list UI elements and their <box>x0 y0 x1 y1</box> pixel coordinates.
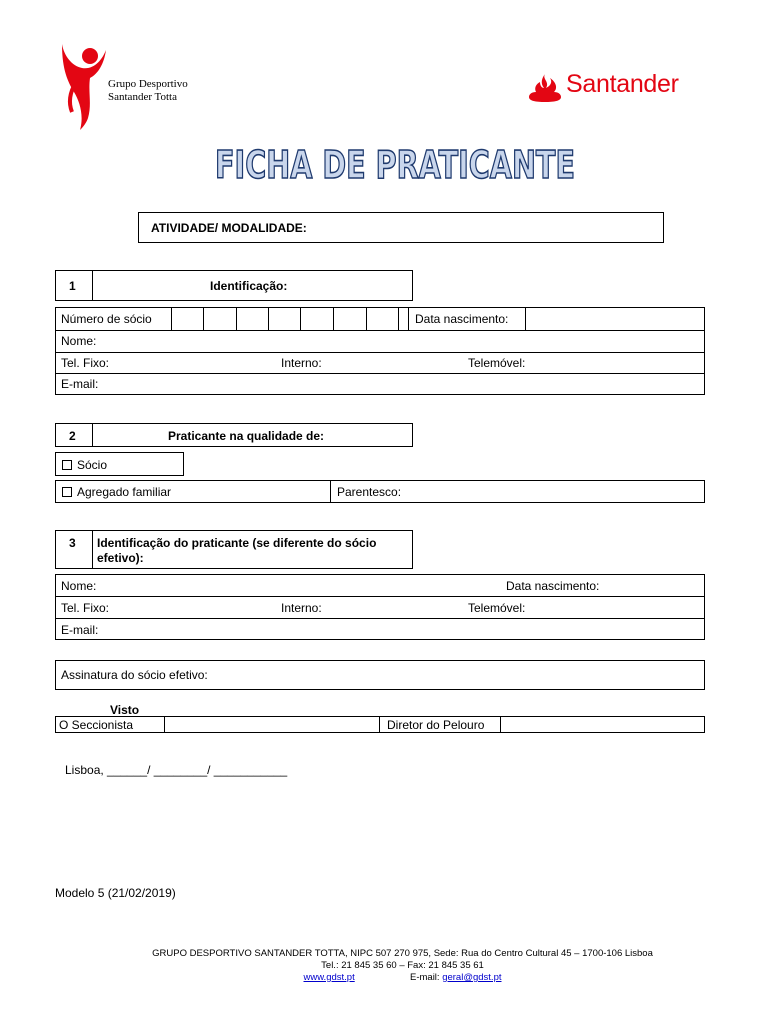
section2-title: Praticante na qualidade de: <box>168 429 325 443</box>
footer-email-label: E-mail: <box>410 972 440 983</box>
santander-logo <box>528 70 698 104</box>
director-label: Diretor do Pelouro <box>387 718 485 732</box>
s3-internal-label: Interno: <box>281 601 322 615</box>
sectionist-label: O Seccionista <box>59 718 134 732</box>
section3-title-line1: Identificação do praticante (se diferente do sócio <box>97 536 377 550</box>
footer-contacts: Tel.: 21 845 35 60 – Fax: 21 845 35 61 <box>321 960 484 971</box>
option-member-label: Sócio <box>77 458 108 472</box>
phone-label: Tel. Fixo: <box>61 356 110 370</box>
sectionist-signature-field[interactable] <box>165 717 378 732</box>
gdst-runner-icon <box>58 42 110 132</box>
option-family-row <box>55 480 705 503</box>
gdst-logo-line2: Santander Totta <box>108 91 177 103</box>
place-date-line[interactable]: Lisboa, ______/ ________/ ___________ <box>65 763 288 777</box>
section3-table <box>55 574 705 640</box>
gdst-logo-line1: Grupo Desportivo <box>108 78 188 90</box>
form-title-graphic <box>205 138 585 188</box>
internal-label: Interno: <box>281 356 322 370</box>
section1-number: 1 <box>69 279 76 293</box>
email-label: E-mail: <box>61 377 99 391</box>
director-signature-field[interactable] <box>501 717 704 732</box>
activity-label: ATIVIDADE/ MODALIDADE: <box>151 221 307 235</box>
s3-email-label: E-mail: <box>61 623 99 637</box>
section1-title: Identificação: <box>210 279 288 293</box>
signature-label: Assinatura do sócio efetivo: <box>61 668 208 682</box>
birth-date-label: Data nascimento: <box>415 312 509 326</box>
form-title: FICHA DE PRATICANTE <box>215 143 575 187</box>
footer-address: GRUPO DESPORTIVO SANTANDER TOTTA, NIPC 507 270 975, Sede: Rua do Centro Cultural 45 – 1700-106 Lisboa <box>152 948 653 959</box>
model-version: Modelo 5 (21/02/2019) <box>55 886 176 900</box>
section3-title-line2: efetivo): <box>97 551 144 565</box>
section2-header <box>55 423 413 447</box>
s3-birth-date-label: Data nascimento: <box>506 579 600 593</box>
section1-table <box>55 307 705 395</box>
family-checkbox[interactable] <box>62 487 72 497</box>
birth-date-field[interactable] <box>526 308 704 330</box>
footer <box>0 948 770 984</box>
section3-header <box>55 530 413 569</box>
option-member-row[interactable] <box>55 452 184 476</box>
santander-wordmark: Santander <box>566 70 679 98</box>
signature-field[interactable] <box>55 660 705 690</box>
footer-email-link[interactable]: geral@gdst.pt <box>442 972 502 983</box>
s3-phone-label: Tel. Fixo: <box>61 601 110 615</box>
member-checkbox[interactable] <box>62 460 72 470</box>
s3-mobile-label: Telemóvel: <box>468 601 526 615</box>
approval-row <box>55 716 705 733</box>
section1-header <box>55 270 413 301</box>
name-label: Nome: <box>61 334 97 348</box>
mobile-label: Telemóvel: <box>468 356 526 370</box>
footer-website-link[interactable]: www.gdst.pt <box>303 972 355 983</box>
option-family[interactable] <box>62 485 171 499</box>
section2-number: 2 <box>69 429 76 443</box>
relationship-label: Parentesco: <box>337 485 402 499</box>
option-family-label: Agregado familiar <box>77 485 172 499</box>
section3-number: 3 <box>69 536 76 550</box>
s3-name-label: Nome: <box>61 579 97 593</box>
activity-field[interactable] <box>138 212 664 243</box>
member-number-label: Número de sócio <box>61 312 152 326</box>
santander-flame-icon <box>528 72 562 102</box>
approval-heading: Visto <box>110 703 140 717</box>
gdst-logo <box>58 42 198 132</box>
